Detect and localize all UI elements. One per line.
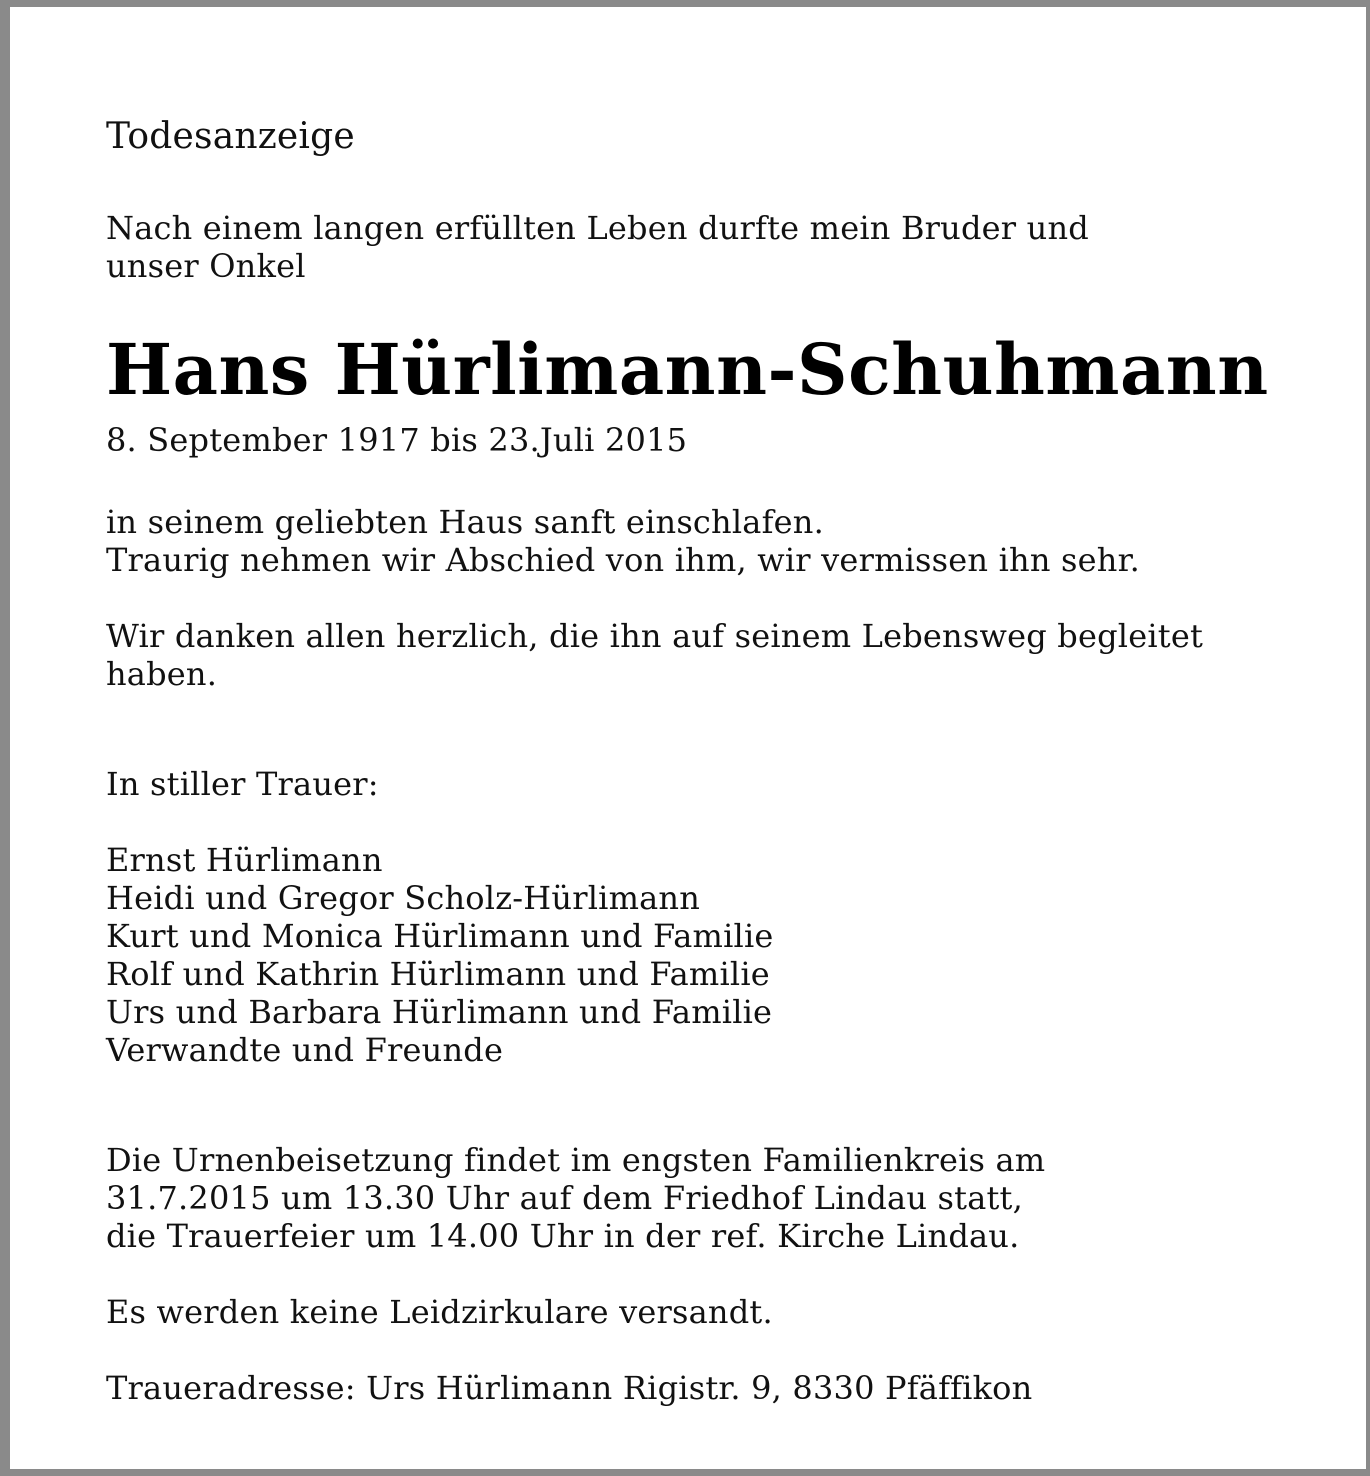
- thanks-line: haben.: [106, 655, 218, 693]
- passing-text: [106, 503, 1140, 579]
- mourner-item: Urs und Barbara Hürlimann und Familie: [106, 993, 773, 1031]
- ceremony-line: die Trauerfeier um 14.00 Uhr in der ref. Kirche Lindau.: [106, 1217, 1020, 1255]
- mourner-item: Rolf und Kathrin Hürlimann und Familie: [106, 955, 770, 993]
- thanks-line: Wir danken allen herzlich, die ihn auf seinem Lebensweg begleitet: [106, 617, 1204, 655]
- mourner-item: Heidi und Gregor Scholz-Hürlimann: [106, 879, 701, 917]
- deceased-name: Hans Hürlimann-Schuhmann: [106, 328, 1269, 411]
- circular-notice: Es werden keine Leidzirkulare versandt.: [106, 1293, 773, 1331]
- ceremony-text: [106, 1141, 1045, 1255]
- mourners-list: [106, 841, 774, 1069]
- ceremony-line: Die Urnenbeisetzung findet im engsten Familienkreis am: [106, 1141, 1046, 1179]
- ceremony-line: 31.7.2015 um 13.30 Uhr auf dem Friedhof Lindau statt,: [106, 1179, 1023, 1217]
- thanks-text: [106, 617, 1203, 693]
- life-dates: 8. September 1917 bis 23.Juli 2015: [106, 421, 688, 459]
- notice-heading: Todesanzeige: [106, 116, 355, 157]
- mourner-item: Ernst Hürlimann: [106, 841, 383, 879]
- mourner-item: Kurt und Monica Hürlimann und Familie: [106, 917, 774, 955]
- intro-line: Nach einem langen erfüllten Leben durfte mein Bruder und: [106, 209, 1089, 247]
- mourner-item: Verwandte und Freunde: [106, 1031, 504, 1069]
- passing-line: in seinem geliebten Haus sanft einschlafen.: [106, 503, 824, 541]
- intro-line: unser Onkel: [106, 247, 306, 285]
- passing-line: Traurig nehmen wir Abschied von ihm, wir vermissen ihn sehr.: [106, 541, 1140, 579]
- intro-text: [106, 209, 1089, 285]
- mourning-label: In stiller Trauer:: [106, 765, 379, 803]
- mourning-address: Traueradresse: Urs Hürlimann Rigistr. 9, 8330 Pfäffikon: [106, 1369, 1033, 1407]
